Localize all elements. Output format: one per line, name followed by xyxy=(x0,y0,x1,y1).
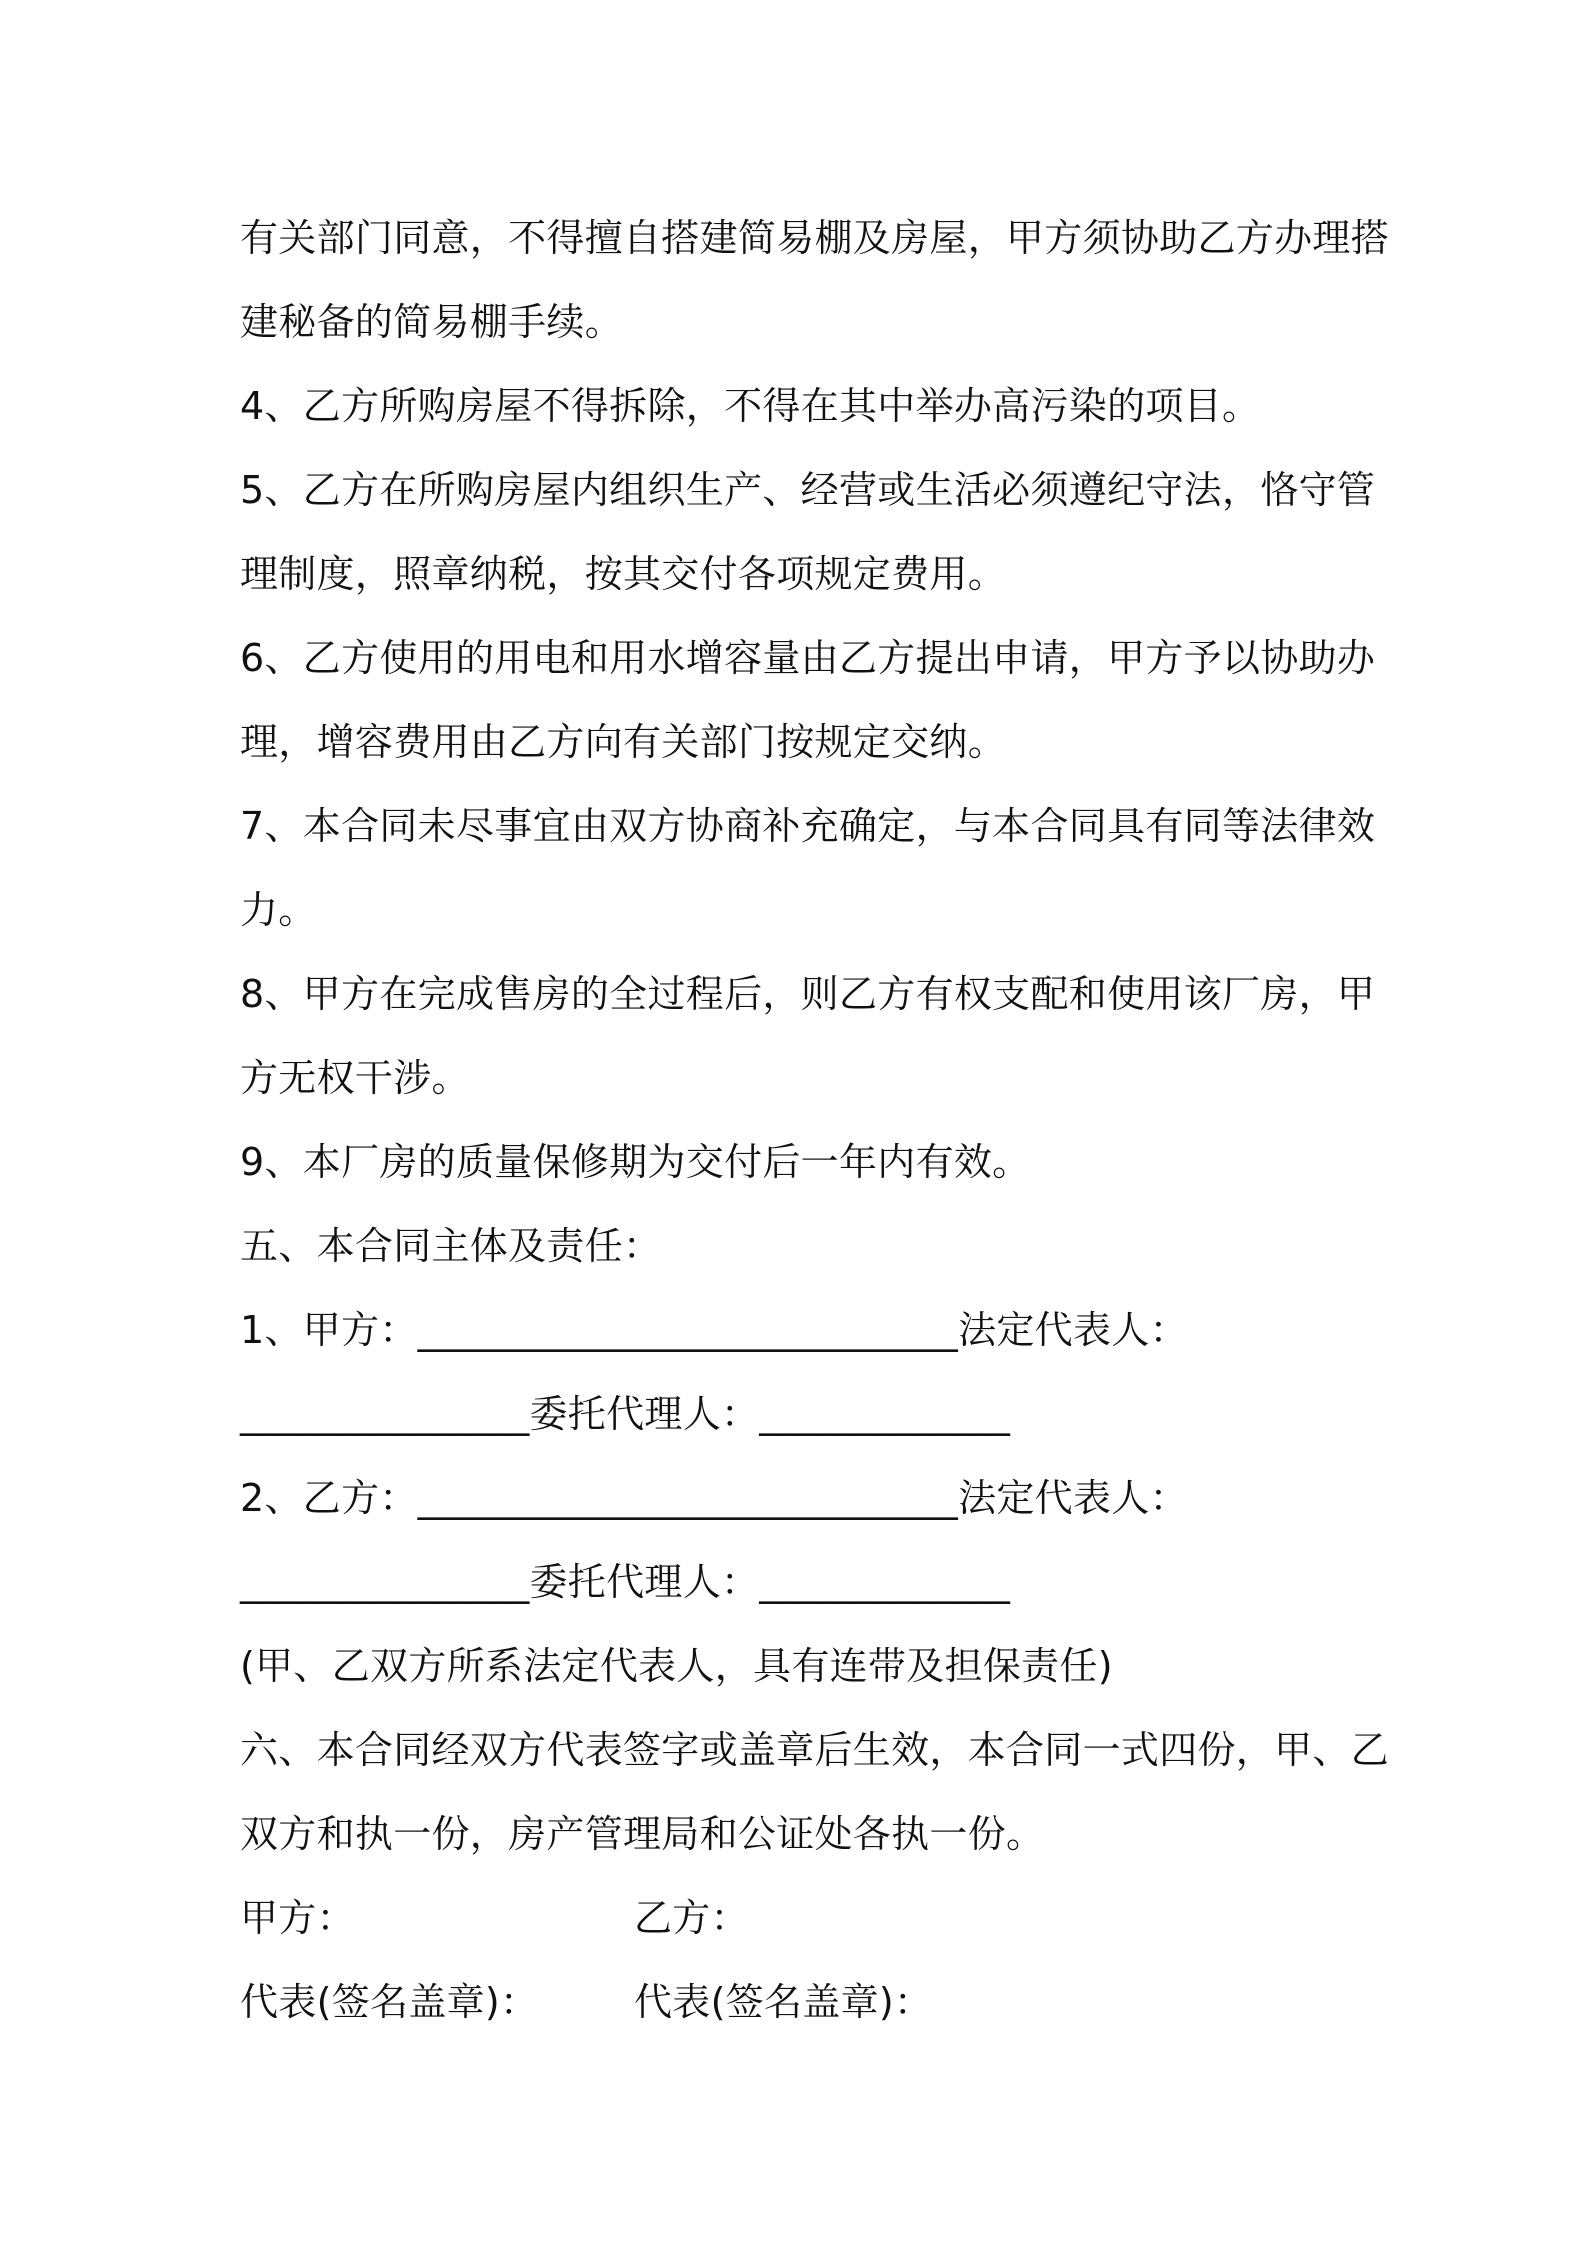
clause-8: 8、甲方在完成售房的全过程后，则乙方有权支配和使用该厂房，甲 xyxy=(240,972,1376,1016)
section-6-text: 六、本合同经双方代表签字或盖章后生效，本合同一式四份，甲、乙 xyxy=(240,1728,1390,1772)
text-line: 理制度，照章纳税，按其交付各项规定费用。 xyxy=(240,552,1007,596)
liability-note: (甲、乙双方所系法定代表人，具有连带及担保责任) xyxy=(240,1644,1113,1688)
text-line: 建秘备的简易棚手续。 xyxy=(240,300,624,344)
party-a-label: 甲方： xyxy=(240,1896,355,1940)
party-a-agent-line: _______________委托代理人：_____________ xyxy=(240,1392,1011,1436)
text-line: 理，增容费用由乙方向有关部门按规定交纳。 xyxy=(240,720,1007,764)
rep-a-label: 代表(签名盖章)： xyxy=(240,1980,539,2024)
clause-5: 5、乙方在所购房屋内组织生产、经营或生活必须遵纪守法，恪守管 xyxy=(240,468,1376,512)
text-line: 方无权干涉。 xyxy=(240,1056,470,1100)
clause-7: 7、本合同未尽事宜由双方协商补充确定，与本合同具有同等法律效 xyxy=(240,804,1376,848)
text-line: 力。 xyxy=(240,888,317,932)
clause-4: 4、乙方所购房屋不得拆除，不得在其中举办高污染的项目。 xyxy=(240,384,1261,428)
signature-rep-row xyxy=(240,1960,1360,2044)
clause-9: 9、本厂房的质量保修期为交付后一年内有效。 xyxy=(240,1140,1031,1184)
signature-party-row xyxy=(240,1876,1360,1960)
party-b-label: 乙方： xyxy=(634,1896,749,1940)
party-b-line: 2、乙方：____________________________法定代表人： xyxy=(240,1476,1188,1520)
section-5-heading: 五、本合同主体及责任： xyxy=(240,1224,662,1268)
text-line: 有关部门同意，不得擅自搭建简易棚及房屋，甲方须协助乙方办理搭 xyxy=(240,216,1390,260)
clause-6: 6、乙方使用的用电和用水增容量由乙方提出申请，甲方予以协助办 xyxy=(240,636,1376,680)
document-body xyxy=(240,196,1390,2044)
rep-b-label: 代表(签名盖章)： xyxy=(634,1980,933,2024)
text-line: 双方和执一份，房产管理局和公证处各执一份。 xyxy=(240,1812,1045,1856)
party-b-agent-line: _______________委托代理人：_____________ xyxy=(240,1560,1011,1604)
party-a-line: 1、甲方：____________________________法定代表人： xyxy=(240,1308,1188,1352)
